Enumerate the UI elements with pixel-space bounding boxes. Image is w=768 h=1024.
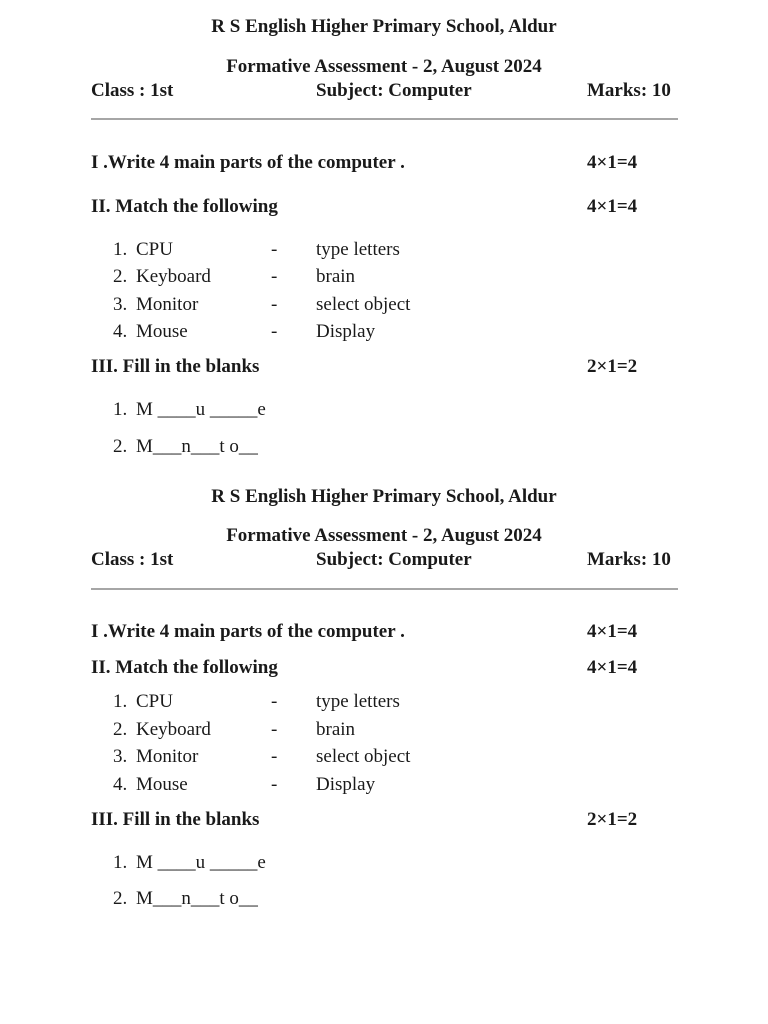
match-dash: - [271, 746, 278, 767]
blank-word: M ____u _____e [136, 399, 266, 420]
question-2: II. Match the following [91, 196, 278, 217]
match-left: Mouse [136, 774, 188, 795]
question-3-marks: 2×1=2 [587, 809, 638, 830]
item-number: 1. [113, 399, 128, 420]
match-dash: - [271, 719, 278, 740]
item-number: 3. [113, 294, 128, 315]
item-number: 2. [113, 436, 128, 457]
question-1-marks: 4×1=4 [587, 621, 638, 642]
match-left: Keyboard [136, 266, 211, 287]
match-dash: - [271, 294, 278, 315]
item-number: 2. [113, 719, 128, 740]
match-right: type letters [316, 691, 400, 712]
marks-label: Marks: 10 [587, 549, 671, 570]
question-3: III. Fill in the blanks [91, 356, 260, 377]
match-dash: - [271, 266, 278, 287]
blank-word: M ____u _____e [136, 852, 266, 873]
assessment-title: Formative Assessment - 2, August 2024 [226, 525, 542, 546]
assessment-title: Formative Assessment - 2, August 2024 [226, 56, 542, 77]
match-left: CPU [136, 691, 173, 712]
blank-word: M___n___t o__ [136, 436, 258, 457]
item-number: 1. [113, 691, 128, 712]
marks-label: Marks: 10 [587, 80, 671, 101]
match-right: select object [316, 294, 411, 315]
item-number: 3. [113, 746, 128, 767]
match-left: Keyboard [136, 719, 211, 740]
subject-label: Subject: Computer [316, 549, 472, 570]
match-right: type letters [316, 239, 400, 260]
school-name: R S English Higher Primary School, Aldur [211, 486, 557, 507]
item-number: 1. [113, 852, 128, 873]
match-right: brain [316, 719, 356, 740]
item-number: 1. [113, 239, 128, 260]
class-label: Class : 1st [91, 549, 174, 570]
school-name: R S English Higher Primary School, Aldur [211, 16, 557, 37]
item-number: 2. [113, 266, 128, 287]
question-1: I .Write 4 main parts of the computer . [91, 621, 405, 642]
match-dash: - [271, 239, 278, 260]
match-left: Monitor [136, 294, 199, 315]
match-right: Display [316, 321, 376, 342]
match-dash: - [271, 774, 278, 795]
question-1-marks: 4×1=4 [587, 152, 638, 173]
question-3-marks: 2×1=2 [587, 356, 638, 377]
blank-word: M___n___t o__ [136, 888, 258, 909]
match-right: brain [316, 266, 356, 287]
match-dash: - [271, 321, 278, 342]
item-number: 2. [113, 888, 128, 909]
question-1: I .Write 4 main parts of the computer . [91, 152, 405, 173]
match-right: Display [316, 774, 376, 795]
match-left: CPU [136, 239, 173, 260]
question-2-marks: 4×1=4 [587, 657, 638, 678]
question-3: III. Fill in the blanks [91, 809, 260, 830]
header-divider [91, 588, 678, 590]
match-left: Mouse [136, 321, 188, 342]
match-left: Monitor [136, 746, 199, 767]
header-divider [91, 118, 678, 120]
class-label: Class : 1st [91, 80, 174, 101]
match-right: select object [316, 746, 411, 767]
question-2-marks: 4×1=4 [587, 196, 638, 217]
subject-label: Subject: Computer [316, 80, 472, 101]
item-number: 4. [113, 321, 128, 342]
question-2: II. Match the following [91, 657, 278, 678]
match-dash: - [271, 691, 278, 712]
item-number: 4. [113, 774, 128, 795]
